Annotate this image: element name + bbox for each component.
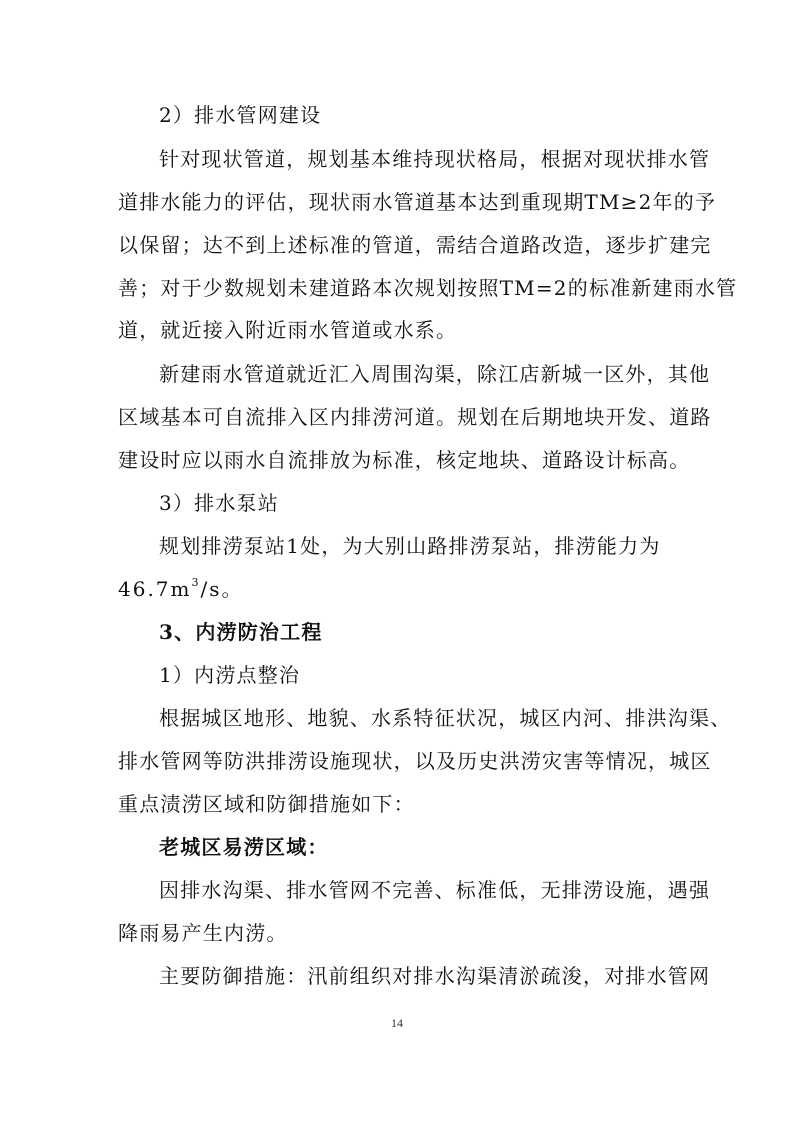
paragraph-line: 以保留；达不到上述标准的管道，需结合道路改造，逐步扩建完 — [118, 233, 712, 257]
paragraph-line: 规划排涝泵站1处，为大别山路排涝泵站，排涝能力为 — [159, 534, 661, 558]
subheading-waterlogging-points: 1）内涝点整治 — [159, 663, 301, 687]
paragraph-line: 重点渍涝区域和防御措施如下： — [118, 792, 415, 816]
heading-waterlogging: 3、内涝防治工程 — [159, 620, 323, 644]
page-number: 14 — [391, 1016, 403, 1030]
paragraph-line: 主要防御措施：汛前组织对排水沟渠清淤疏浚，对排水管网 — [159, 964, 711, 988]
paragraph-line: 建设时应以雨水自流排放为标准，核定地块、道路设计标高。 — [118, 448, 691, 472]
paragraph-line: 道，就近接入附近雨水管道或水系。 — [118, 318, 458, 342]
paragraph-line: 针对现状管道，规划基本维持现状格局，根据对现状排水管 — [159, 147, 711, 171]
capacity-unit-superscript: 3 — [191, 576, 201, 590]
capacity-unit-tail: /s。 — [200, 577, 244, 601]
paragraph-line: 善；对于少数规划未建道路本次规划按照TM=2的标准新建雨水管 — [118, 276, 738, 300]
paragraph-line: 降雨易产生内涝。 — [118, 921, 288, 945]
paragraph-line: 排水管网等防洪排涝设施现状，以及历史洪涝灾害等情况，城区 — [118, 749, 712, 773]
area-title-old-city: 老城区易涝区域： — [159, 835, 329, 859]
paragraph-line: 新建雨水管道就近汇入周围沟渠，除江店新城一区外，其他 — [159, 362, 711, 386]
paragraph-line: 根据城区地形、地貌、水系特征状况，城区内河、排洪沟渠、 — [159, 706, 732, 730]
paragraph-line: 区域基本可自流排入区内排涝河道。规划在后期地块开发、道路 — [118, 405, 712, 429]
heading-drain-network: 2）排水管网建设 — [159, 103, 322, 127]
capacity-value: 46.7m — [118, 577, 192, 601]
paragraph-line: 道排水能力的评估，现状雨水管道基本达到重现期TM≥2年的予 — [118, 190, 717, 214]
heading-pump-station: 3）排水泵站 — [159, 491, 279, 515]
paragraph-line: 因排水沟渠、排水管网不完善、标准低，无排涝设施，遇强 — [159, 878, 711, 902]
pump-capacity-line — [118, 577, 244, 603]
